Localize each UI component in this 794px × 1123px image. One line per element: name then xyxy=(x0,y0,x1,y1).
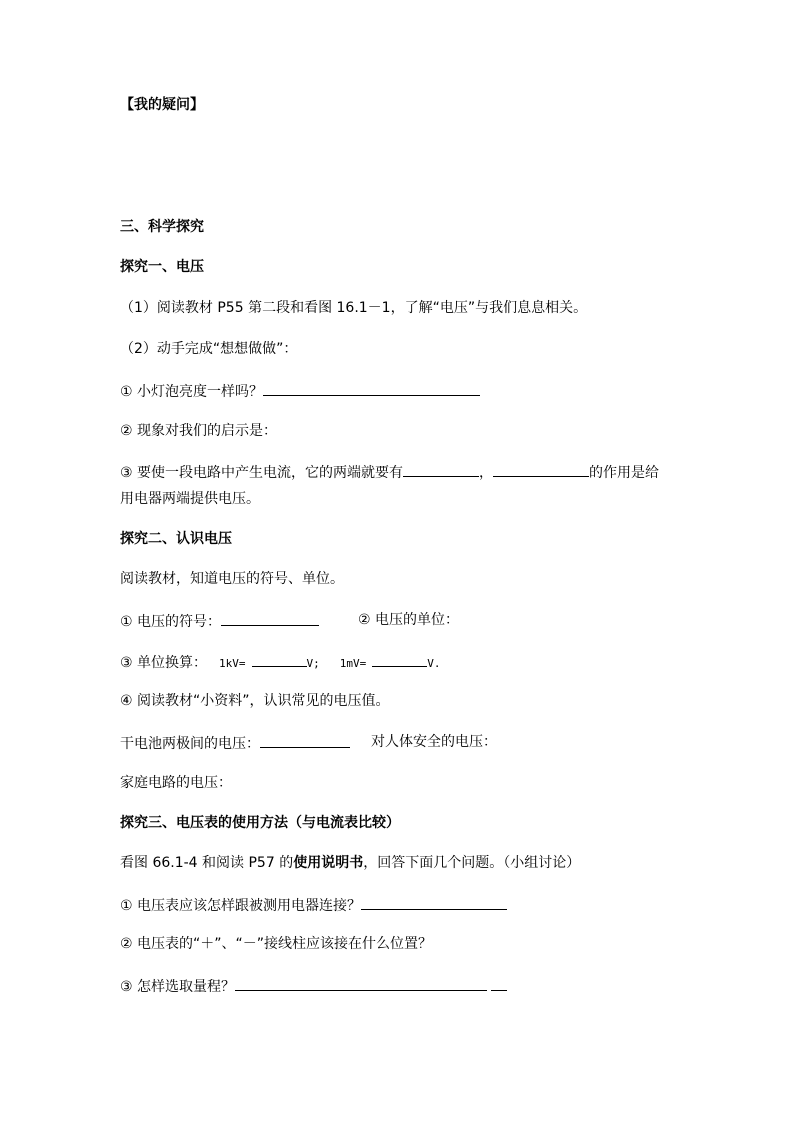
blank-field[interactable] xyxy=(235,975,325,991)
inquiry3-intro-part2: ，回答下面几个问题。（小组讨论） xyxy=(363,855,581,871)
blank-field[interactable] xyxy=(221,610,319,626)
inquiry1-q2: ② 现象对我们的启示是： xyxy=(120,423,278,439)
inquiry3-q2: ② 电压表的“＋”、“－”接线柱应该接在什么位置？ xyxy=(120,936,433,952)
inquiry2-read-info: ④ 阅读教材“小资料”，认识常见的电压值。 xyxy=(120,693,390,709)
inquiry3-intro xyxy=(120,853,580,873)
inquiry3-q3 xyxy=(120,975,507,997)
safe-voltage-label: 对人体安全的电压： xyxy=(371,734,497,750)
inquiry3-q3-label: ③ 怎样选取量程？ xyxy=(120,979,236,995)
inquiry1-q3-part1: ③ 要使一段电路中产生电流，它的两端就要有 xyxy=(120,465,403,481)
blank-field[interactable] xyxy=(388,380,480,396)
inquiry3-q1-label: ① 电压表应该怎样跟被测用电器连接？ xyxy=(120,898,361,914)
conv-v1-label: V; xyxy=(306,657,320,670)
inquiry2-intro: 阅读教材，知道电压的符号、单位。 xyxy=(120,571,344,587)
inquiry3-intro-part1: 看图 66.1-4 和阅读 P57 的 xyxy=(120,855,294,871)
blank-field[interactable] xyxy=(263,380,388,396)
inquiry1-q3-comma: ， xyxy=(479,465,493,481)
inquiry1-q3-part2: 的作用是给 xyxy=(589,465,659,481)
voltage-symbol-row xyxy=(120,610,319,632)
battery-voltage-label: 干电池两极间的电压： xyxy=(120,736,260,752)
unit-conversion-label: ③ 单位换算： xyxy=(120,655,208,671)
unit-conversion-row xyxy=(120,651,441,674)
blank-field[interactable] xyxy=(372,651,427,667)
blank-field[interactable] xyxy=(361,894,415,910)
inquiry1-q3 xyxy=(120,461,659,483)
doubts-heading: 【我的疑问】 xyxy=(120,97,204,113)
section-heading: 三、科学探究 xyxy=(120,219,204,235)
inquiry1-item2: （2）动手完成“想想做做”： xyxy=(120,341,298,357)
voltage-unit-label: ② 电压的单位： xyxy=(358,612,460,628)
conv-kv-label: 1kV= xyxy=(219,657,246,670)
inquiry2-heading: 探究二、认识电压 xyxy=(120,531,232,547)
blank-field[interactable] xyxy=(325,975,487,991)
blank-field[interactable] xyxy=(403,461,479,477)
blank-field[interactable] xyxy=(491,975,507,991)
inquiry1-q1 xyxy=(120,380,480,402)
inquiry3-intro-bold: 使用说明书 xyxy=(293,855,364,871)
blank-field[interactable] xyxy=(252,651,307,667)
blank-field[interactable] xyxy=(493,461,589,477)
inquiry1-item1: （1）阅读教材 P55 第二段和看图 16.1－1，了解“电压”与我们息息相关。 xyxy=(120,300,588,316)
conv-mv-label: 1mV= xyxy=(339,657,367,670)
inquiry1-heading: 探究一、电压 xyxy=(120,259,204,275)
conv-v2-label: V. xyxy=(427,657,441,670)
inquiry1-q3-cont: 用电器两端提供电压。 xyxy=(120,491,260,507)
blank-field[interactable] xyxy=(260,732,350,748)
home-voltage-label: 家庭电路的电压： xyxy=(120,775,232,791)
inquiry1-q1-label: ① 小灯泡亮度一样吗？ xyxy=(120,384,264,400)
inquiry3-heading: 探究三、电压表的使用方法（与电流表比较） xyxy=(120,815,400,831)
voltage-symbol-label: ① 电压的符号： xyxy=(120,614,222,630)
blank-field[interactable] xyxy=(415,894,507,910)
inquiry3-q1 xyxy=(120,894,507,916)
battery-voltage-row xyxy=(120,732,350,754)
